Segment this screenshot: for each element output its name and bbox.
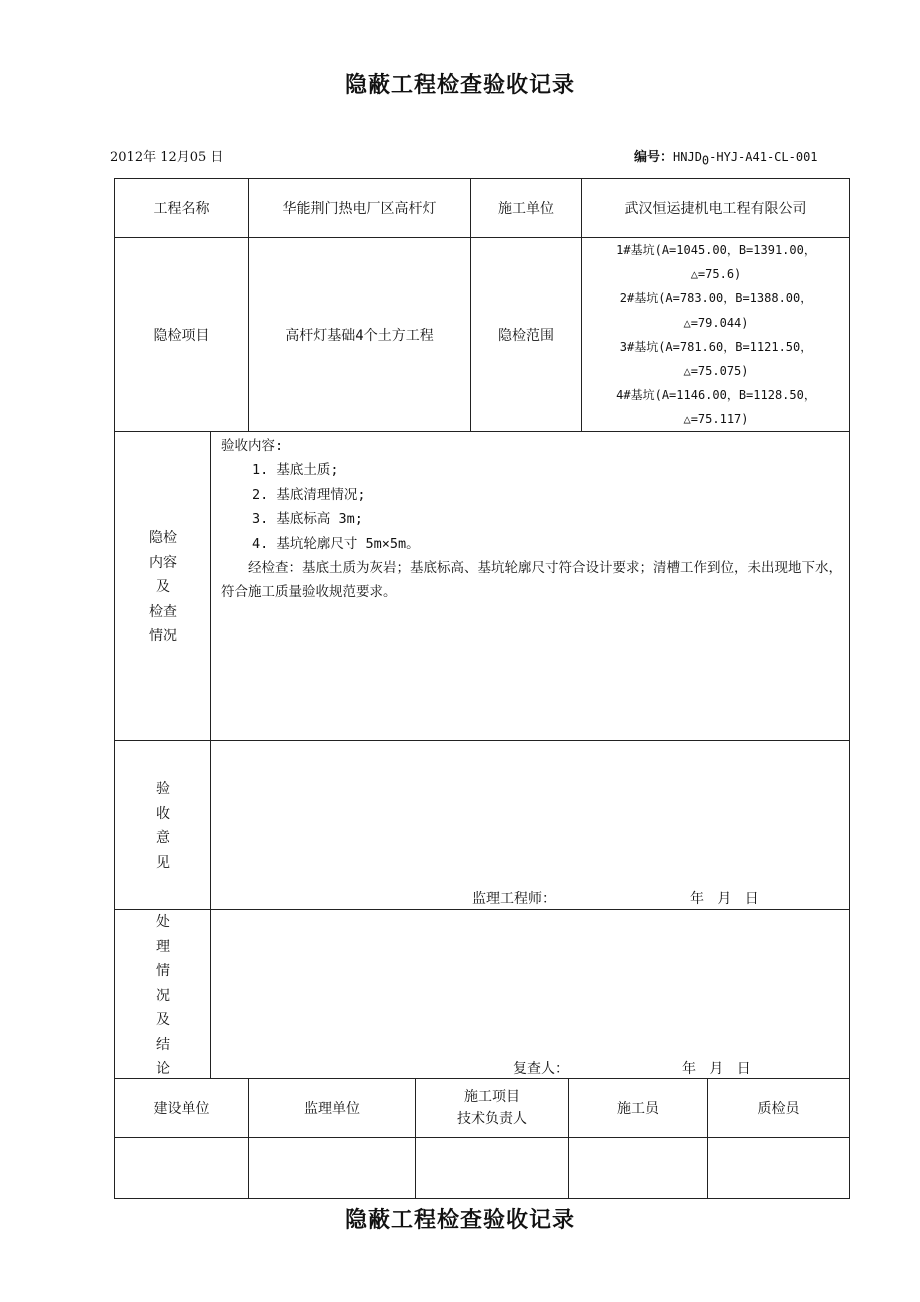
range-line: 3#基坑(A=781.60，B=1121.50，: [619, 339, 813, 354]
supervisor-signature-date: 年 月 日: [690, 891, 759, 907]
content-item: 4. 基坑轮廓尺寸 5m×5m。: [252, 535, 420, 552]
label-line: 情况: [149, 628, 177, 644]
content-item: 2. 基底清理情况;: [252, 486, 366, 503]
sign-header-supervision: 监理单位: [304, 1101, 360, 1117]
content-item: 3. 基底标高 3m;: [252, 511, 363, 528]
content-conclusion: 经检查：基底土质为灰岩；基底标高、基坑轮廓尺寸符合设计要求；清槽工作到位，未出现地下水，符合施工质量验收规范要求。: [221, 560, 842, 601]
label-line: 处: [156, 914, 170, 930]
contractor-label: 施工单位: [498, 201, 554, 217]
label-line: 论: [156, 1061, 170, 1077]
record-number-suffix: -HYJ-A41-CL-001: [709, 150, 818, 164]
inspection-content: [221, 434, 845, 605]
sign-field-builder[interactable]: [569, 1138, 707, 1198]
table-rule: [114, 909, 850, 910]
range-line: 2#基坑(A=783.00，B=1388.00，: [619, 291, 813, 306]
contractor-value: 武汉恒运捷机电工程有限公司: [624, 201, 807, 217]
record-number: [634, 146, 818, 168]
label-line: 及: [156, 1012, 170, 1028]
record-date: 2012年 12月05 日: [110, 150, 224, 165]
table-rule: [114, 740, 850, 741]
label-line: 及: [156, 579, 170, 595]
project-name-value: 华能荆门热电厂区高杆灯: [282, 201, 437, 217]
label-line: 见: [156, 854, 170, 871]
record-number-label: 编号：: [634, 150, 674, 165]
inspection-item-label: 隐检项目: [153, 327, 210, 344]
next-page-title: 隐蔽工程检查验收记录: [344, 1208, 575, 1233]
label-line: 结: [156, 1036, 170, 1053]
table-border-bottom: [114, 1198, 850, 1199]
supervisor-signature-label: 监理工程师：: [472, 891, 556, 907]
label-line: 隐检: [149, 530, 177, 546]
record-number-prefix: HNJD: [673, 150, 702, 164]
inspection-range-list: [583, 238, 849, 432]
sign-header-owner: 建设单位: [153, 1101, 210, 1117]
label-line: 收: [156, 805, 170, 822]
project-name-label: 工程名称: [153, 201, 210, 217]
sign-header-builder: 施工员: [617, 1101, 659, 1117]
range-line: △=75.117): [683, 412, 749, 427]
reviewer-signature-date: 年 月 日: [682, 1061, 751, 1077]
label-line: 检查: [149, 603, 177, 620]
range-line: △=75.6): [690, 267, 742, 282]
acceptance-opinion-label: [115, 777, 211, 875]
inspection-range-label: 隐检范围: [498, 327, 554, 344]
inspection-content-label: [115, 526, 211, 649]
table-border-right: [849, 178, 850, 1199]
content-item: 1. 基底土质;: [252, 462, 339, 479]
range-line: 4#基坑(A=1146.00，B=1128.50，: [616, 388, 816, 403]
sign-header-line: 施工项目: [464, 1089, 520, 1105]
sign-field-owner[interactable]: [115, 1138, 248, 1198]
range-line: △=79.044): [683, 315, 749, 330]
range-line: 1#基坑(A=1045.00，B=1391.00，: [616, 243, 816, 257]
label-line: 情: [156, 963, 170, 979]
label-line: 理: [156, 938, 170, 955]
label-line: 验: [156, 781, 170, 797]
sign-header-qc: 质检员: [757, 1101, 800, 1117]
label-line: 况: [156, 987, 170, 1004]
handling-conclusion-label: [115, 910, 211, 1082]
sign-field-supervision[interactable]: [249, 1138, 415, 1198]
label-line: 内容: [149, 554, 177, 571]
inspection-item-value: 高杆灯基础4个土方工程: [285, 327, 434, 344]
page-title: 隐蔽工程检查验收记录: [344, 73, 575, 98]
sign-header-tech-lead: [416, 1079, 568, 1137]
reviewer-signature-label: 复查人：: [513, 1061, 569, 1077]
sign-field-qc[interactable]: [708, 1138, 849, 1198]
label-line: 意: [156, 830, 170, 846]
sign-field-tech-lead[interactable]: [416, 1138, 568, 1198]
record-number-subscript: 0: [701, 153, 710, 168]
range-line: △=75.075): [683, 364, 749, 379]
sign-header-line: 技术负责人: [457, 1111, 527, 1127]
content-heading: 验收内容:: [221, 438, 284, 454]
